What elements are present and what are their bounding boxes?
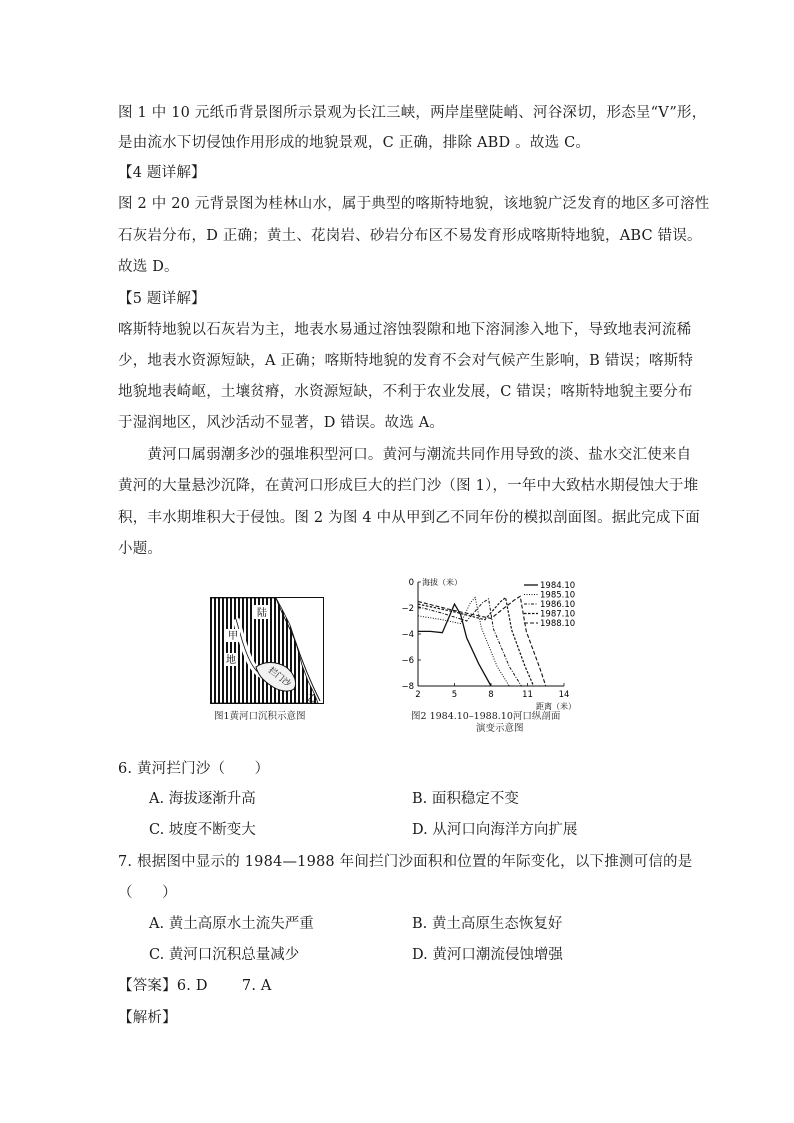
answer-label: 【答案】 <box>118 978 177 994</box>
series-line-1986.10 <box>418 599 521 686</box>
text-line: 积，丰水期堆积大于侵蚀。图 2 为图 4 中从甲到乙不同年份的模拟剖面图。据此完成下面 <box>118 510 700 526</box>
text-line: 少，地表水资源短缺，A 正确；喀斯特地貌的发育不会对气候产生影响，B 错误；喀斯特 <box>118 353 694 369</box>
text-line: 故选 D。 <box>118 259 179 275</box>
x-axis-label: 距离（米） <box>536 702 576 711</box>
text-line: 石灰岩分布，D 正确；黄土、花岗岩、砂岩分布区不易发育形成喀斯特地貌，ABC 错误。 <box>118 228 702 244</box>
legend-label-1984.10: 1984.10 <box>540 581 576 591</box>
analysis-label: 【解析】 <box>118 1010 177 1026</box>
text-line: 喀斯特地貌以石灰岩为主，地表水易通过溶蚀裂隙和地下溶洞渗入地下，导致地表河流稀 <box>118 322 692 338</box>
text-line: 图 1 中 10 元纸币背景图所示景观为长江三峡，两岸崖壁陡峭、河谷深切，形态呈“V”形， <box>118 105 707 121</box>
question-6-option-b: B. 面积稳定不变 <box>412 791 519 807</box>
x-tick-label: 2 <box>415 690 421 700</box>
x-tick-label: 5 <box>451 690 458 700</box>
question-7-option-b: B. 黄土高原生态恢复好 <box>412 916 563 932</box>
legend-label-1986.10: 1986.10 <box>540 600 576 610</box>
y-tick-label: −4 <box>401 630 414 640</box>
x-tick-label: 14 <box>558 690 570 700</box>
y-axis-label: 海拔（米） <box>422 578 462 587</box>
text-line: 小题。 <box>118 541 163 557</box>
question-6-stem: 6. 黄河拦门沙（ ） <box>118 761 270 777</box>
text-line: 于湿润地区，风沙活动不显著，D 错误。故选 A。 <box>118 415 445 431</box>
question-6-option-d: D. 从河口向海洋方向扩展 <box>412 822 578 838</box>
legend-label-1987.10: 1987.10 <box>540 609 576 620</box>
legend-label-1985.10: 1985.10 <box>540 590 576 601</box>
label-land: 陆 <box>257 608 267 619</box>
text-line: 黄河的大量悬沙沉降，在黄河口形成巨大的拦门沙（图 1），一年中大致枯水期侵蚀大于堆 <box>118 478 699 494</box>
y-tick-label: −8 <box>401 682 414 692</box>
y-tick-label: −2 <box>401 604 414 614</box>
figure1-map <box>210 597 324 704</box>
y-tick-label: 0 <box>408 578 414 588</box>
label-sandbar: 拦门沙 <box>266 665 293 690</box>
question-7-stem-cont: （ ） <box>118 885 177 901</box>
y-tick-label: −6 <box>401 656 414 666</box>
question-7-option-a: A. 黄土高原水土流失严重 <box>149 916 314 932</box>
answer-line <box>118 976 678 996</box>
question-6-option-a: A. 海拔逐渐升高 <box>149 791 256 807</box>
text-line: 是由流水下切侵蚀作用形成的地貌景观，C 正确，排除 ABD 。故选 C。 <box>118 135 591 151</box>
figure1-caption: 图1黄河口沉积示意图 <box>214 711 306 722</box>
section-heading: 【4 题详解】 <box>118 165 206 181</box>
series-line-1988.10 <box>418 596 546 686</box>
text-line: 图 2 中 20 元背景图为桂林山水，属于典型的喀斯特地貌，该地貌广泛发育的地区多可溶性 <box>118 196 710 212</box>
label-di: 地 <box>226 655 236 666</box>
question-6-option-c: C. 坡度不断变大 <box>149 822 256 838</box>
section-heading: 【5 题详解】 <box>118 291 206 307</box>
x-tick-label: 8 <box>488 690 494 700</box>
label-jia: 甲 <box>228 631 238 642</box>
answer-text: 6. D 7. A <box>176 978 272 994</box>
figure2-caption-line1: 图2 1984.10–1988.10河口纵剖面 <box>411 711 561 722</box>
figure2-chart <box>398 574 588 711</box>
x-tick-label: 11 <box>522 690 533 700</box>
question-7-option-d: D. 黄河口潮流侵蚀增强 <box>412 947 563 963</box>
text-line: 地貌地表崎岖，土壤贫瘠，水资源短缺，不利于农业发展，C 错误；喀斯特地貌主要分布 <box>118 384 693 400</box>
question-7-stem: 7. 根据图中显示的 1984—1988 年间拦门沙面积和位置的年际变化，以下推测可信的是 <box>118 854 693 870</box>
legend-label-1988.10: 1988.10 <box>540 619 576 629</box>
question-7-option-c: C. 黄河口沉积总量减少 <box>149 947 300 963</box>
text-line: 黄河口属弱潮多沙的强堆积型河口。黄河与潮流共同作用导致的淡、盐水交汇使来自 <box>118 447 692 463</box>
figure2-caption-line2: 演变示意图 <box>476 723 524 734</box>
label-yi: 乙 <box>307 694 317 704</box>
